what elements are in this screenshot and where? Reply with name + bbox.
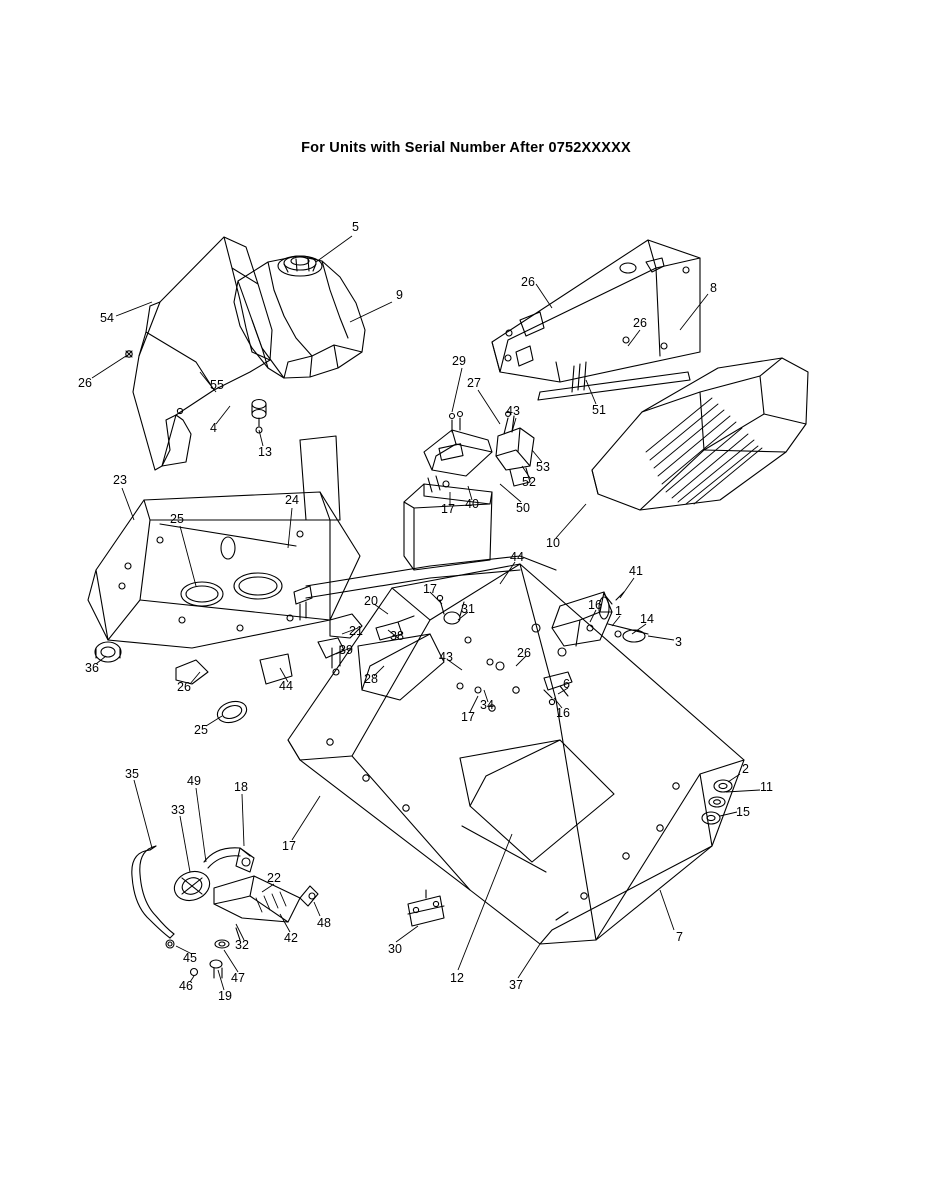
battery-box: [404, 476, 492, 570]
callout-17-d: 17: [282, 839, 296, 853]
callout-23: 23: [113, 473, 127, 487]
pedal-assembly: [132, 846, 318, 978]
lower-bracket-30: [408, 890, 444, 926]
callout-47: 47: [231, 971, 245, 985]
callout-44-b: 44: [510, 550, 524, 564]
callout-3: 3: [675, 635, 682, 649]
callout-15: 15: [736, 805, 750, 819]
callout-40: 40: [465, 497, 479, 511]
callout-52: 52: [522, 475, 536, 489]
callout-45: 45: [183, 951, 197, 965]
callout-50: 50: [516, 501, 530, 515]
callout-43-a: 43: [506, 404, 520, 418]
callout-24: 24: [285, 493, 299, 507]
callout-18: 18: [234, 780, 248, 794]
callout-29: 29: [452, 354, 466, 368]
callout-37: 37: [509, 978, 523, 992]
callout-41: 41: [629, 564, 643, 578]
callout-38: 38: [390, 629, 404, 643]
callout-48: 48: [317, 916, 331, 930]
callout-42: 42: [284, 931, 298, 945]
callout-49: 49: [187, 774, 201, 788]
callout-21: 21: [349, 624, 363, 638]
callout-10: 10: [546, 536, 560, 550]
callout-25-b: 25: [194, 723, 208, 737]
callout-34: 34: [480, 698, 494, 712]
callout-28: 28: [364, 672, 378, 686]
callout-33: 33: [171, 803, 185, 817]
callout-17-b: 17: [423, 582, 437, 596]
callout-43-b: 43: [439, 650, 453, 664]
callout-17-a: 17: [441, 502, 455, 516]
callout-26-d: 26: [177, 680, 191, 694]
callout-46: 46: [179, 979, 193, 993]
callout-16-a: 16: [556, 706, 570, 720]
callout-55: 55: [210, 378, 224, 392]
callout-39: 39: [339, 643, 353, 657]
callout-7: 7: [676, 930, 683, 944]
callout-9: 9: [396, 288, 403, 302]
callout-2: 2: [742, 762, 749, 776]
left-fender-shroud: [126, 237, 272, 470]
callout-19: 19: [218, 989, 232, 1003]
callout-26-c: 26: [633, 316, 647, 330]
callout-25-a: 25: [170, 512, 184, 526]
callout-12: 12: [450, 971, 464, 985]
fuel-tank: [234, 256, 365, 433]
callout-36: 36: [85, 661, 99, 675]
callout-30: 30: [388, 942, 402, 956]
callout-26-b: 26: [521, 275, 535, 289]
page-title: For Units with Serial Number After 0752XXXXX: [301, 140, 631, 156]
switch-bracket-assembly: [424, 412, 534, 487]
callout-6: 6: [563, 677, 570, 691]
callout-31: 31: [461, 602, 475, 616]
callout-4: 4: [210, 421, 217, 435]
callout-54: 54: [100, 311, 114, 325]
callout-1: 1: [615, 604, 622, 618]
callout-44-a: 44: [279, 679, 293, 693]
callout-27: 27: [467, 376, 481, 390]
callout-5: 5: [352, 220, 359, 234]
callout-8: 8: [710, 281, 717, 295]
callout-20: 20: [364, 594, 378, 608]
right-upper-shroud: [492, 240, 700, 400]
callout-26-a: 26: [78, 376, 92, 390]
callout-35: 35: [125, 767, 139, 781]
washer-set: [702, 780, 732, 824]
callout-13: 13: [258, 445, 272, 459]
callout-26-e: 26: [517, 646, 531, 660]
callout-11: 11: [760, 780, 773, 794]
callout-16-b: 16: [588, 598, 602, 612]
callout-14: 14: [640, 612, 654, 626]
callout-51: 51: [592, 403, 606, 417]
callout-22: 22: [267, 871, 281, 885]
callout-17-c: 17: [461, 710, 475, 724]
callout-53: 53: [536, 460, 550, 474]
callout-32: 32: [235, 938, 249, 952]
